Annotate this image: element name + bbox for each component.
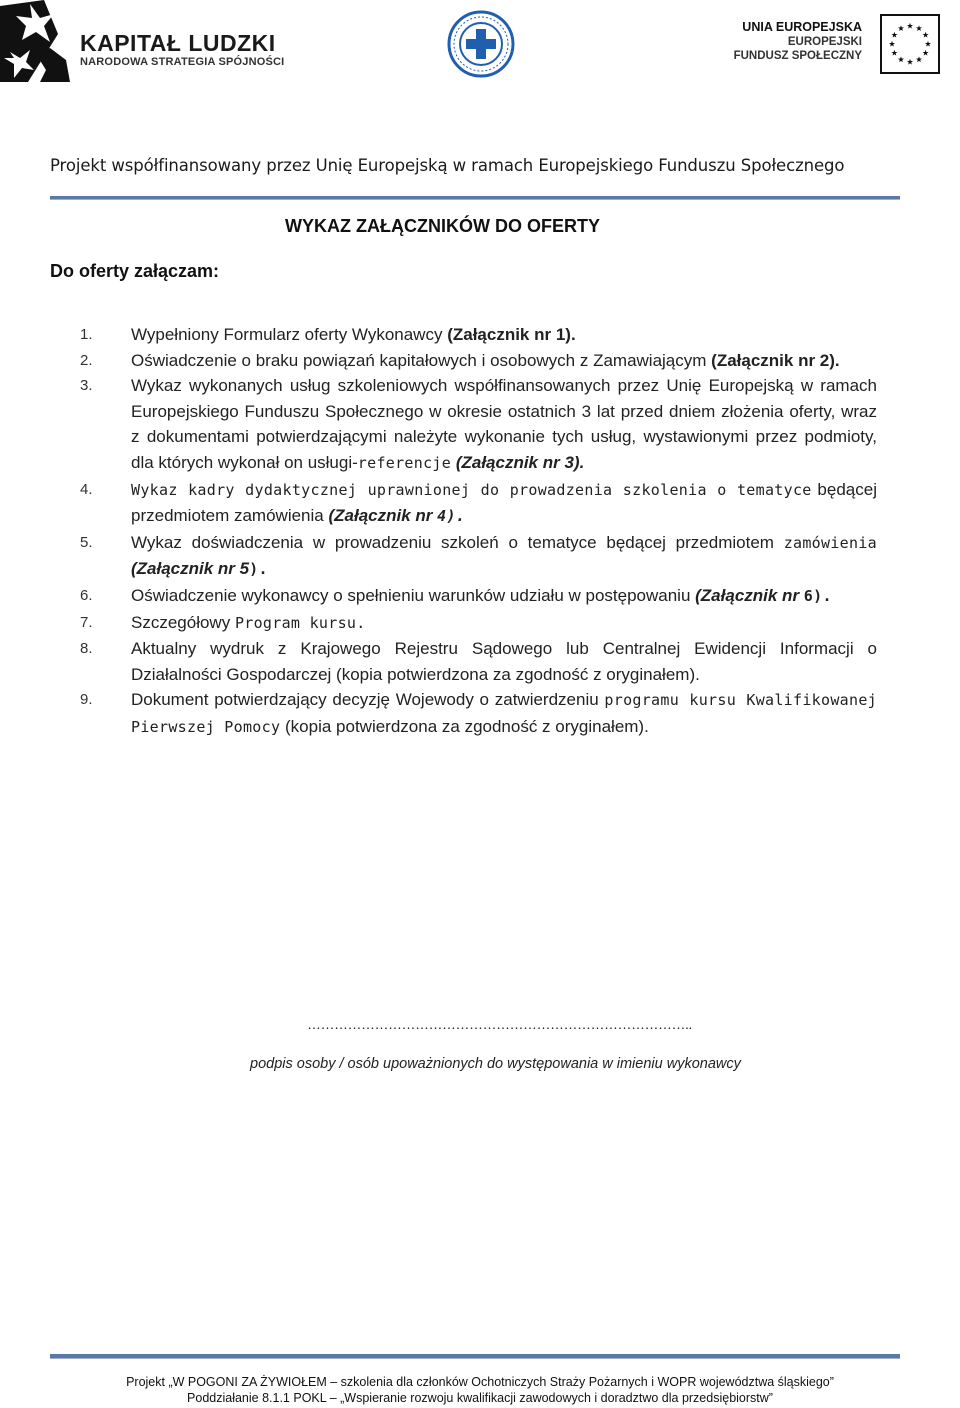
footer-project-line: Projekt „W POGONI ZA ŻYWIOŁEM – szkolenia dla członków Ochotniczych Straży Pożarnych i WOPR województwa śląskiego” [126, 1375, 834, 1389]
item-text: Oświadczenie o braku powiązań kapitałowych i osobowych z Zamawiającym [131, 350, 712, 370]
item-text: Dokument potwierdzający decyzję Wojewody o zatwierdzeniu [131, 690, 605, 710]
item-text: Wykaz wykonanych usług szkoleniowych współfinansowanych przez Unię Europejską w ramach Europejskiego Funduszu Społecznego w okresie ostatnich 3 lat przed dniem złożenia oferty, wraz z dokumentami potwierdzającymi należyte wykonanie tych usług, wystawionymi przez podmioty, dla których wykonał on usługi- [131, 376, 877, 472]
item-text-mono: zamówienia [783, 533, 877, 552]
item-number: 5. [80, 533, 93, 551]
list-item [80, 583, 877, 610]
item-text-mono: programu kursu Kwalifikowanej Pierwszej Pomocy [131, 691, 877, 736]
attachments-list [80, 322, 877, 741]
rescue-service-logo-icon [447, 10, 515, 78]
item-text-after: (kopia potwierdzona za zgodność z oryginałem). [280, 716, 649, 736]
lead-text: Do oferty załączam: [50, 261, 220, 281]
page-header [0, 0, 960, 175]
eu-line-1: UNIA EUROPEJSKA [742, 20, 862, 34]
item-reference: (Załącznik nr 2). [711, 350, 840, 370]
list-item [80, 348, 877, 374]
item-text: Aktualny wydruk z Krajowego Rejestru Sądowego lub Centralnej Ewidencji Informacji o Działalności Gospodarczej (kopia potwierdzona za zgodność z oryginałem). [131, 639, 877, 684]
list-item [80, 530, 877, 583]
item-reference: (Załącznik nr 1). [447, 325, 576, 344]
item-reference-mono: 4). [437, 507, 466, 526]
list-item [80, 636, 877, 687]
item-number: 3. [80, 377, 93, 395]
item-text: Oświadczenie wykonawcy o spełnieniu warunków udziału w postępowaniu [131, 585, 696, 605]
list-item [80, 373, 877, 476]
header-divider [50, 196, 900, 200]
item-reference-mono: ). [249, 560, 268, 579]
kapital-ludzki-title: KAPITAŁ LUDZKI [80, 30, 276, 56]
footer-subaction-line: Poddziałanie 8.1.1 POKL – „Wspieranie rozwoju kwalifikacji zawodowych i doradztwo dla przedsiębiorstw” [187, 1391, 773, 1405]
item-number: 6. [80, 586, 93, 604]
item-reference: (Załącznik nr 3). [451, 452, 585, 472]
signature-line: ………………………………………………………………………….. [307, 1016, 692, 1032]
item-text: będącej przedmiotem zamówienia [131, 479, 877, 526]
eu-line-3: FUNDUSZ SPOŁECZNY [733, 50, 862, 62]
list-item [80, 687, 877, 740]
item-number: 9. [80, 691, 93, 709]
item-text: Szczegółowy [131, 612, 235, 632]
signature-label: podpis osoby / osób upoważnionych do występowania w imieniu wykonawcy [250, 1056, 741, 1072]
item-text-mono: Program kursu. [234, 613, 366, 632]
item-text-mono: referencje [357, 453, 452, 472]
eu-fund-logo [733, 14, 940, 78]
item-text: Wypełniony Formularz oferty Wykonawcy [131, 325, 448, 344]
item-reference: (Załącznik nr [328, 506, 438, 526]
item-number: 4. [80, 480, 93, 498]
eu-line-2: EUROPEJSKI [787, 36, 862, 48]
list-item [80, 477, 877, 530]
project-cofinancing-line: Projekt współfinansowany przez Unię Europejską w ramach Europejskiego Funduszu Społecznego [50, 156, 845, 175]
eu-flag-icon [880, 14, 940, 74]
item-reference: (Załącznik nr [695, 585, 804, 605]
item-number: 1. [80, 326, 93, 343]
item-text: Wykaz doświadczenia w prowadzeniu szkoleń o tematyce będącej przedmiotem [131, 532, 784, 552]
footer-divider [50, 1354, 900, 1359]
list-item [80, 610, 877, 637]
item-number: 7. [80, 613, 93, 631]
item-reference: (Załącznik nr 5 [131, 559, 250, 579]
kapital-ludzki-logo [0, 0, 285, 82]
eu-fund-text [734, 20, 862, 63]
item-reference-mono: 6). [803, 586, 832, 605]
item-number: 8. [80, 640, 93, 658]
kapital-ludzki-emblem-icon [0, 0, 72, 82]
page-title: WYKAZ ZAŁĄCZNIKÓW DO OFERTY [285, 216, 600, 236]
list-item [80, 322, 877, 348]
kapital-ludzki-subtitle: NARODOWA STRATEGIA SPÓJNOŚCI [80, 56, 285, 68]
item-number: 2. [80, 351, 93, 369]
item-text-mono: Wykaz kadry dydaktycznej uprawnionej do prowadzenia szkolenia o tematyce [131, 480, 812, 499]
